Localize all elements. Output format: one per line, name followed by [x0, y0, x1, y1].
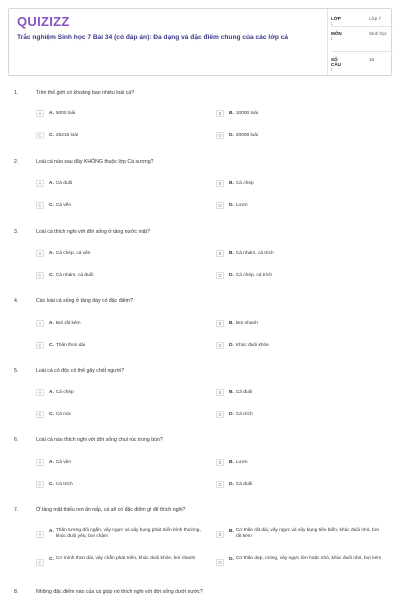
option-letter: A. [49, 529, 54, 534]
answer-option-d[interactable] [216, 132, 258, 139]
answer-option-b[interactable] [216, 459, 248, 466]
meta-divider [327, 9, 328, 75]
option-text: Cá nóc [55, 412, 72, 417]
quizizz-logo: QUIZIZZ [17, 14, 70, 29]
question-text: Loài cá nào sau đây KHÔNG thuộc lớp Cá xương? [36, 159, 154, 165]
option-letter-box: D [216, 559, 224, 566]
answer-option-d[interactable] [216, 556, 386, 566]
question-text: Trên thế giới có khoảng bao nhiêu loài cá? [36, 90, 135, 96]
answer-option-d[interactable] [216, 411, 253, 418]
question-text: Ở tầng mặt thiếu nơi ẩn nấp, cá sẽ có đặc điểm gì để thích nghi? [36, 507, 186, 513]
subject-label: MÔN : [331, 31, 342, 41]
answer-option-b[interactable] [216, 389, 252, 396]
option-letter: D. [229, 557, 234, 562]
option-letter: D. [229, 273, 234, 278]
answer-option-d[interactable] [216, 481, 252, 488]
option-letter-box: D [216, 342, 224, 349]
option-letter: B. [229, 181, 234, 186]
option-letter: B. [229, 321, 234, 326]
option-letter: C. [49, 343, 54, 348]
option-letter: A. [49, 251, 54, 256]
option-text: Bơi nhanh [235, 321, 258, 326]
question-text: Những đặc điểm nào của cá giúp nó thích nghi với đời sống dưới nước? [36, 589, 203, 595]
option-letter-box: B [216, 180, 224, 187]
option-letter-box: A [36, 320, 44, 327]
option-letter-box: A [36, 250, 44, 257]
answer-option-b[interactable] [216, 528, 386, 540]
question-number: 7. [14, 507, 19, 513]
answer-option-a[interactable] [36, 320, 81, 327]
count-label: SỐ CÂU : [331, 57, 341, 72]
option-text: Cơ thân dẹp, mỏng, vây ngực lớn hoặc nhỏ, khúc đuôi nhỏ, bơi kém [235, 556, 382, 561]
option-text: Cá vện [55, 460, 72, 465]
option-letter-box: C [36, 202, 44, 209]
question-text: Loài cá có độc có thể gây chết người? [36, 368, 125, 374]
option-letter-box: C [36, 272, 44, 279]
option-letter: C. [49, 412, 54, 417]
answer-option-a[interactable] [36, 389, 74, 396]
option-letter: A. [49, 390, 54, 395]
question-number: 4. [14, 298, 19, 304]
answer-option-d[interactable] [216, 202, 248, 209]
option-text: Thân thon dài [55, 343, 86, 348]
answer-option-c[interactable] [36, 342, 85, 349]
option-letter: B. [229, 251, 234, 256]
option-letter-box: D [216, 272, 224, 279]
option-text: Khúc đuôi khỏe [235, 343, 269, 348]
option-letter: A. [49, 111, 54, 116]
option-letter: A. [49, 460, 54, 465]
answer-option-b[interactable] [216, 180, 254, 187]
option-letter-box: A [36, 110, 44, 117]
worksheet-header [8, 8, 392, 76]
option-text: Cá đuối [235, 482, 253, 487]
question-number: 8. [14, 589, 19, 595]
option-letter-box: C [36, 132, 44, 139]
option-text: 25415 loài [55, 133, 78, 138]
option-letter-box: C [36, 342, 44, 349]
question-text: Loài cá thích nghi với đời sống ở tầng nước mặt? [36, 229, 150, 235]
option-letter-box: D [216, 132, 224, 139]
question-number: 3. [14, 229, 19, 235]
option-letter: D. [229, 203, 234, 208]
option-letter: C. [49, 203, 54, 208]
answer-option-c[interactable] [36, 202, 71, 209]
option-letter: A. [49, 181, 54, 186]
option-letter-box: D [216, 481, 224, 488]
option-text: Cá vền [55, 203, 72, 208]
question-number: 6. [14, 437, 19, 443]
option-text: Cá nhám, cá trích [235, 251, 274, 256]
meta-divider-line [331, 51, 393, 52]
subject-value: Sinh học [369, 31, 387, 36]
option-letter: B. [229, 390, 234, 395]
option-letter-box: B [216, 250, 224, 257]
option-text: Cá đuối [235, 390, 253, 395]
option-letter-box: A [36, 531, 44, 538]
option-text: Cá đuối [55, 181, 73, 186]
option-text: 10000 loài [235, 111, 258, 116]
option-letter-box: D [216, 411, 224, 418]
option-letter-box: C [36, 559, 44, 566]
option-text: 20000 loài [235, 133, 258, 138]
question-number: 1. [14, 90, 19, 96]
option-text: Cá chép [55, 390, 74, 395]
option-letter: D. [229, 133, 234, 138]
answer-option-c[interactable] [36, 411, 71, 418]
option-letter: D. [229, 412, 234, 417]
answer-option-b[interactable] [216, 250, 274, 257]
option-letter: B. [229, 460, 234, 465]
option-text: Lươn [235, 203, 248, 208]
option-letter-box: B [216, 531, 224, 538]
option-letter: B. [229, 529, 234, 534]
header-left [17, 15, 317, 42]
meta-divider-line [331, 26, 393, 27]
option-text: Cơ thân rất dài, vây ngực và vây bụng tiêu biến, khúc đuôi nhỏ, bơi rất kém [235, 528, 379, 540]
answer-option-a[interactable] [36, 110, 75, 117]
answer-option-d[interactable] [216, 342, 269, 349]
option-letter: C. [49, 273, 54, 278]
answer-option-b[interactable] [216, 320, 258, 327]
option-letter-box: C [36, 411, 44, 418]
option-letter-box: A [36, 459, 44, 466]
option-letter: D. [229, 343, 234, 348]
option-letter: C. [49, 133, 54, 138]
option-letter: D. [229, 482, 234, 487]
worksheet-title: Trắc nghiệm Sinh học 7 Bài 34 (có đáp án): Đa dạng và đặc điểm chung của các lớp cá [17, 34, 289, 41]
grade-label: LỚP : [331, 16, 341, 26]
question-number: 2. [14, 159, 19, 165]
option-letter: A. [49, 321, 54, 326]
option-letter: B. [229, 111, 234, 116]
answer-option-c[interactable] [36, 272, 93, 279]
option-text: Bơi rất kém [55, 321, 81, 326]
grade-value: Lớp 7 [369, 16, 381, 21]
option-text: Cá trích [55, 482, 73, 487]
count-value: 18 [369, 57, 375, 62]
answer-option-b[interactable] [216, 110, 258, 117]
option-letter-box: A [36, 180, 44, 187]
question-number: 5. [14, 368, 19, 374]
option-letter-box: B [216, 110, 224, 117]
option-text: Cá chép, cá trích [235, 273, 273, 278]
answer-option-c[interactable] [36, 132, 78, 139]
answer-option-c[interactable] [36, 556, 206, 566]
option-text: Thân tương đối ngắn, vây ngực và vây bụng phát triển bình thường, khúc đuôi yếu, bơi chậm [55, 528, 201, 540]
option-text: Cá nhám, cá đuối [55, 273, 94, 278]
option-letter: C. [49, 482, 54, 487]
option-letter-box: A [36, 389, 44, 396]
option-text: Cá chép [235, 181, 254, 186]
option-letter-box: B [216, 389, 224, 396]
option-letter-box: B [216, 459, 224, 466]
question-text: Các loài cá sống ở tầng đáy có đặc điểm? [36, 298, 133, 304]
option-letter-box: D [216, 202, 224, 209]
answer-option-a[interactable] [36, 528, 206, 540]
answer-option-a[interactable] [36, 180, 72, 187]
answer-option-a[interactable] [36, 250, 90, 257]
option-letter: C. [49, 557, 54, 562]
option-text: 5000 loài [55, 111, 76, 116]
option-text: Cá trích [235, 412, 253, 417]
option-letter-box: C [36, 481, 44, 488]
option-text: Cá chép, cá vện [55, 251, 91, 256]
answer-option-c[interactable] [36, 481, 73, 488]
option-text: Lươn [235, 460, 248, 465]
question-text: Loài cá nào thích nghi với đời sống chui rúc trong bùn? [36, 437, 163, 443]
answer-option-d[interactable] [216, 272, 272, 279]
option-text: Cơ mình thon dài, vây chẵn phát triển, khúc đuôi khỏe, bơi nhanh [55, 556, 196, 561]
answer-option-a[interactable] [36, 459, 71, 466]
option-letter-box: B [216, 320, 224, 327]
